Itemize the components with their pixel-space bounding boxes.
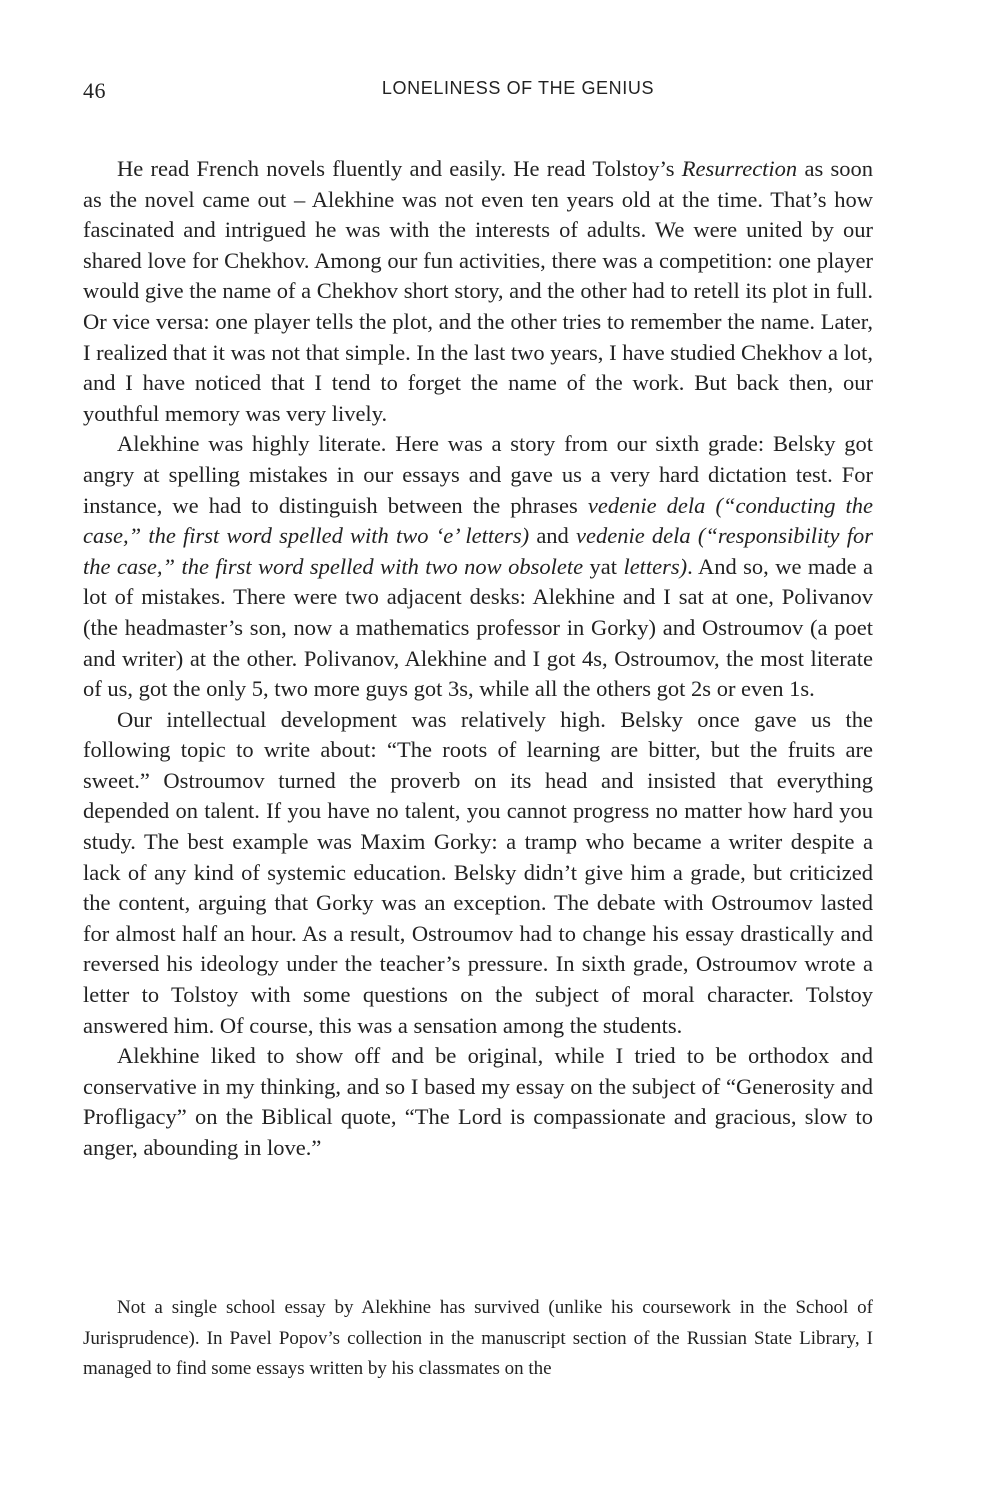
- paragraph-2-text-e: yat: [583, 553, 624, 579]
- paragraph-2-text-a: Alekhine was highly literate. Here was a story from our sixth grade: Belsky got angry at spelling mistakes in our essays and gave us a very hard dictation test. For instance, we had to distinguish between the phrases: [83, 431, 873, 518]
- paragraph-3: Our intellectual development was relatively high. Belsky once gave us the following topic to write about: “The roots of learning are bitter, but the fruits are sweet.” Ostroumov turned the proverb on its head and insisted that everything depended on talent. If you have no talent, you cannot progress no matter how hard you study. The best example was Maxim Gorky: a tramp who became a writer despite a lack of any kind of systemic education. Belsky didn’t give him a grade, but criticized the content, arguing that Gorky was an exception. The debate with Ostroumov lasted for almost half an hour. As a result, Ostroumov had to change his essay drastically and reversed his ideology under the teacher’s pressure. In sixth grade, Ostroumov wrote a letter to Tolstoy with some questions on the subject of moral character. Tolstoy answered him. Of course, this was a sensation among the students.: [83, 706, 873, 1038]
- paragraph-2: [83, 429, 873, 704]
- paragraph-2-text-g: . And so, we made a lot of mistakes. There were two adjacent desks: Alekhine and I sat at one, Polivanov (the headmaster’s son, now a mathematics professor in Gorky) and Ostroumov (a poet and writer) at the other. Polivanov, Alekhine and I got 4s, Ostroumov, the most literate of us, got the only 5, two more guys got 3s, while all the others got 2s or even 1s.: [83, 553, 873, 702]
- main-text: [83, 154, 873, 1164]
- paragraph-1: [83, 154, 873, 429]
- paragraph-1-text-c: as soon as the novel came out – Alekhine was not even ten years old at the time. That’s how fascinated and intrigued he was with the interests of adults. We were united by our shared love for Chekhov. Among our fun activities, there was a competition: one player would give the name of a Chekhov short story, and the other had to retell its plot in full. Or vice versa: one player tells the plot, and the other tries to remember the name. Later, I realized that it was not that simple. In the last two years, I have studied Chekhov a lot, and I have noticed that I tend to forget the name of the work. But back then, our youthful memory was very lively.: [83, 156, 873, 426]
- paragraph-2-text-c: and: [529, 523, 577, 549]
- paragraph-4: Alekhine liked to show off and be original, while I tried to be orthodox and conservative in my thinking, and so I based my essay on the subject of “Generosity and Profligacy” on the Biblical quote, “The Lord is compassionate and gracious, slow to anger, abounding in love.”: [83, 1043, 873, 1160]
- page-header: [83, 78, 873, 108]
- paragraph-1-text-a: He read French novels fluently and easily. He read Tolstoy’s: [117, 156, 682, 181]
- page-number: 46: [83, 78, 106, 103]
- author-note: [83, 1293, 873, 1385]
- paragraph-2-italic-f: letters): [623, 553, 688, 579]
- paragraph-2-italic-d: vedenie dela (“responsibility for the case,” the first word spelled with two now obsolete: [83, 523, 873, 579]
- paragraph-2-italic-b: vedenie dela (“conducting the case,” the first word spelled with two ‘e’ letters): [83, 492, 874, 549]
- running-head: LONELINESS OF THE GENIUS: [381, 78, 655, 98]
- book-title-resurrection: Resurrection: [681, 156, 798, 181]
- author-note-text: Not a single school essay by Alekhine has survived (unlike his coursework in the School of Jurisprudence). In Pavel Popov’s collection in the manuscript section of the Russian State Library, I managed to find some essays written by his classmates on the: [83, 1297, 873, 1379]
